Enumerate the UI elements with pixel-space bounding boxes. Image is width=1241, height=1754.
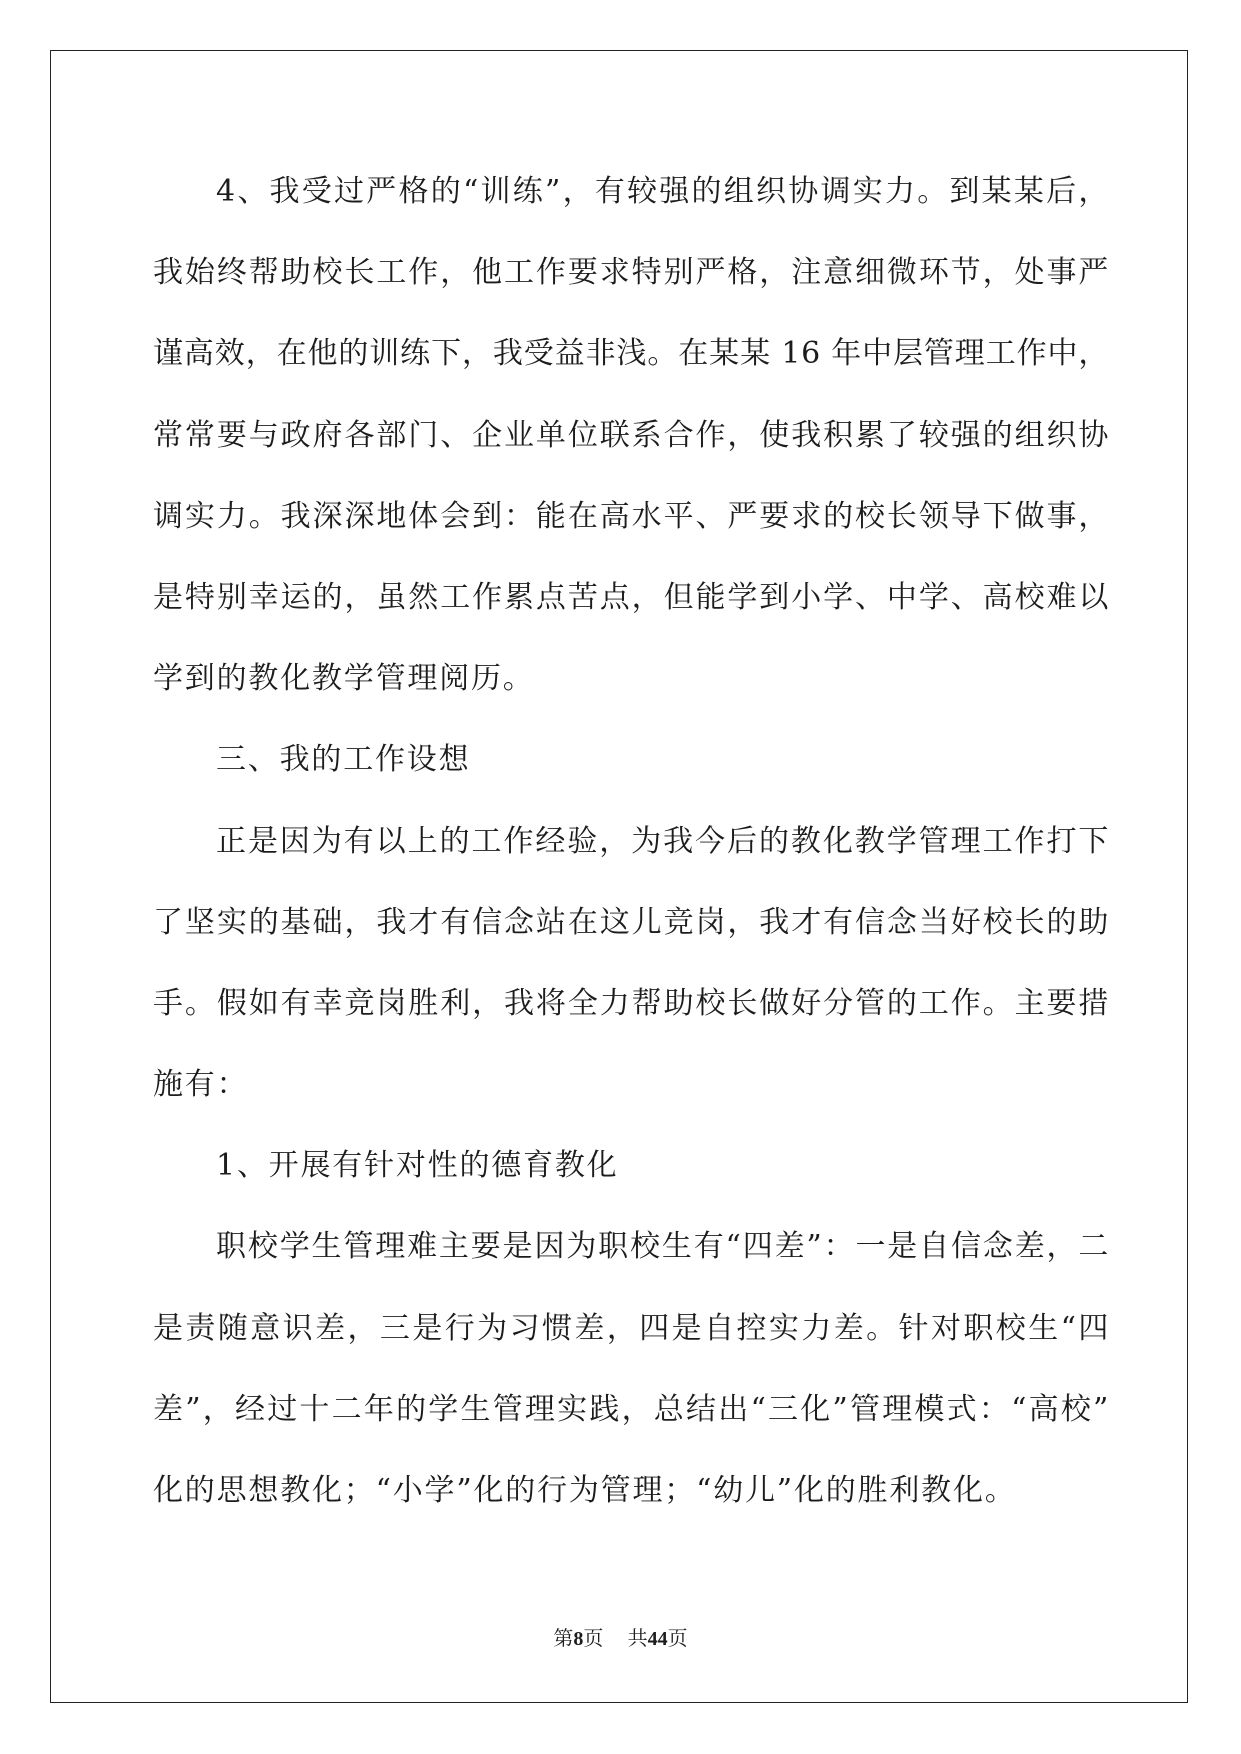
text-line: 我始终帮助校长工作，他工作要求特别严格，注意细微环节，处事严 [153,255,1109,291]
heading-line: 三、我的工作设想 [216,742,471,778]
section-heading [153,719,1109,800]
text-line: 是特别幸运的，虽然工作累点苦点，但能学到小学、中学、高校难以 [153,579,1109,615]
total-suffix: 页 [667,1626,688,1650]
paragraph-student-management [153,1206,1109,1531]
total-prefix: 共 [627,1626,648,1650]
text-line: 差”，经过十二年的学生管理实践，总结出“三化”管理模式：“高校” [153,1391,1109,1427]
current-page-number: 8 [573,1628,584,1650]
total-page-number: 44 [647,1628,668,1650]
text-line: 4、我受过严格的“训练”，有较强的组织协调实力。到某某后， [216,174,1109,209]
text-line: 了坚实的基础，我才有信念站在这儿竞岗，我才有信念当好校长的助 [153,904,1109,940]
current-page-label [553,1626,609,1650]
text-line: 学到的教化教学管理阅历。 [153,661,535,697]
document-body [153,151,1109,1531]
text-line: 调实力。我深深地体会到：能在高水平、严要求的校长领导下做事， [153,498,1109,534]
paragraph-work-plan [153,801,1109,1126]
text-line: 是责随意识差，三是行为习惯差，四是自控实力差。针对职校生“四 [153,1310,1109,1346]
page-footer [0,1624,1241,1653]
subsection-heading [153,1125,1109,1206]
text-line: 化的思想教化；“小学”化的行为管理；“幼儿”化的胜利教化。 [153,1473,1017,1508]
text-line: 职校学生管理难主要是因为职校生有“四差”：一是自信念差，二 [216,1229,1109,1265]
page-suffix: 页 [583,1626,604,1650]
text-line: 谨高效，在他的训练下，我受益非浅。在某某 16 年中层管理工作中， [153,336,1109,372]
page-prefix: 第 [553,1626,574,1650]
text-line: 正是因为有以上的工作经验，为我今后的教化教学管理工作打下 [216,823,1109,859]
heading-line: 1、开展有针对性的德育教化 [216,1148,619,1184]
total-pages-label [628,1626,688,1650]
text-line: 手。假如有幸竞岗胜利，我将全力帮助校长做好分管的工作。主要措 [153,985,1109,1021]
text-line: 施有： [153,1067,249,1103]
text-line: 常常要与政府各部门、企业单位联系合作，使我积累了较强的组织协 [153,417,1109,453]
paragraph-experience-4 [153,151,1109,719]
